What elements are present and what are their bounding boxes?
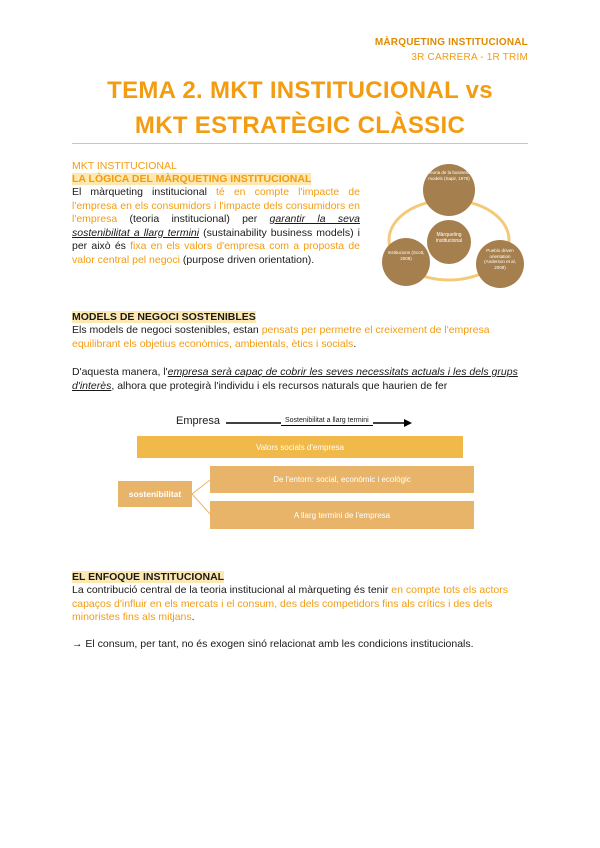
section-heading-text: LA LÒGICA DEL MÀRQUETING INSTITUCIONAL	[72, 173, 312, 185]
section-label: MKT INSTITUCIONAL	[72, 160, 177, 172]
cycle-left-label: Institucions (Scott, 2008)	[387, 250, 425, 261]
manner-paragraph	[72, 366, 530, 393]
page-title-line1: TEMA 2. MKT INSTITUCIONAL vs	[107, 77, 493, 104]
text-run: pensats per permetre el creixement de l'empresa equilibrant els objetius econòmics, ambientals, ètics i socials	[72, 324, 490, 350]
text-run: fixa en els valors d'empresa com a proposta de valor central pel negoci	[72, 240, 361, 266]
models-paragraph	[72, 324, 528, 351]
text-run: en compte tots els actors capaços d'influir en els mercats i el consum, des dels competidors fins als crítics i des dels minoristes fins als mitjans	[72, 584, 508, 623]
text-run: té en compte l'impacte de l'empresa en els consumidors i l'impacte dels consumidors en l'empresa	[72, 186, 360, 225]
course-label: MÀRQUETING INSTITUCIONAL	[374, 37, 528, 48]
section-heading	[72, 311, 256, 323]
title-divider	[72, 143, 528, 144]
text-run: , alhora que protegirà l'individu i els recursos naturals que haurien de fer	[111, 379, 448, 392]
empresa-label: Empresa	[176, 415, 221, 427]
arrow-label: Sostenibilitat a llarg termini	[281, 416, 373, 426]
sustainability-box: sostenibilitat	[118, 481, 192, 507]
section-heading	[72, 173, 311, 185]
branch-connector	[192, 466, 210, 522]
text-run: garantir la seva sostenibilitat a llarg termini	[72, 213, 360, 239]
conclusion-paragraph: → El consum, per tant, no és exogen sinó relacionat amb les condicions institucionals.	[72, 638, 474, 650]
branch-line-bottom	[192, 494, 210, 514]
institutional-cycle-diagram	[368, 160, 530, 296]
environment-box: De l'entorn: social, econòmic i ecològic	[210, 466, 474, 493]
text-run: .	[191, 611, 195, 623]
text-run: .	[353, 337, 357, 350]
text-run: D'aquesta manera, l'	[72, 366, 168, 378]
cycle-right-label: Pueblo driven orientation (Anderson et al, 2008)	[484, 248, 516, 270]
cycle-top-label: Teoria de la business models (Sapir, 1978)	[427, 170, 471, 181]
arrow-head-icon	[404, 419, 412, 427]
section-heading-text: MODELS DE NEGOCI SOSTENIBLES	[72, 311, 256, 323]
long-term-box: A llarg termini de l'empresa	[210, 501, 474, 529]
text-run: El màrqueting institucional	[72, 186, 207, 198]
term-label: 3R CARRERA - 1R TRIM	[411, 52, 528, 63]
institutional-paragraph	[72, 584, 530, 625]
text-run: (sustainability business models) i per això és	[72, 226, 360, 252]
text-run: (teoria institucional) per	[117, 213, 270, 225]
text-run: Els models de negoci sostenibles, estan	[72, 324, 262, 336]
cycle-center-label: Màrqueting institucional	[435, 232, 463, 244]
text-run: (purpose driven orientation).	[179, 253, 315, 266]
section-heading	[72, 571, 224, 583]
text-run: La contribució central de la teoria institucional al màrqueting és tenir	[72, 584, 392, 596]
section-heading-text: EL ENFOQUE INSTITUCIONAL	[72, 571, 225, 583]
social-values-bar: Valors socials d'empresa	[137, 436, 463, 458]
branch-line-top	[192, 480, 210, 494]
text-run: empresa serà capaç de cobrir les seves necessitats actuals i les dels grups d'interès	[72, 366, 518, 392]
intro-paragraph	[72, 186, 360, 267]
page-title-line2: MKT ESTRATÈGIC CLÀSSIC	[134, 112, 466, 139]
